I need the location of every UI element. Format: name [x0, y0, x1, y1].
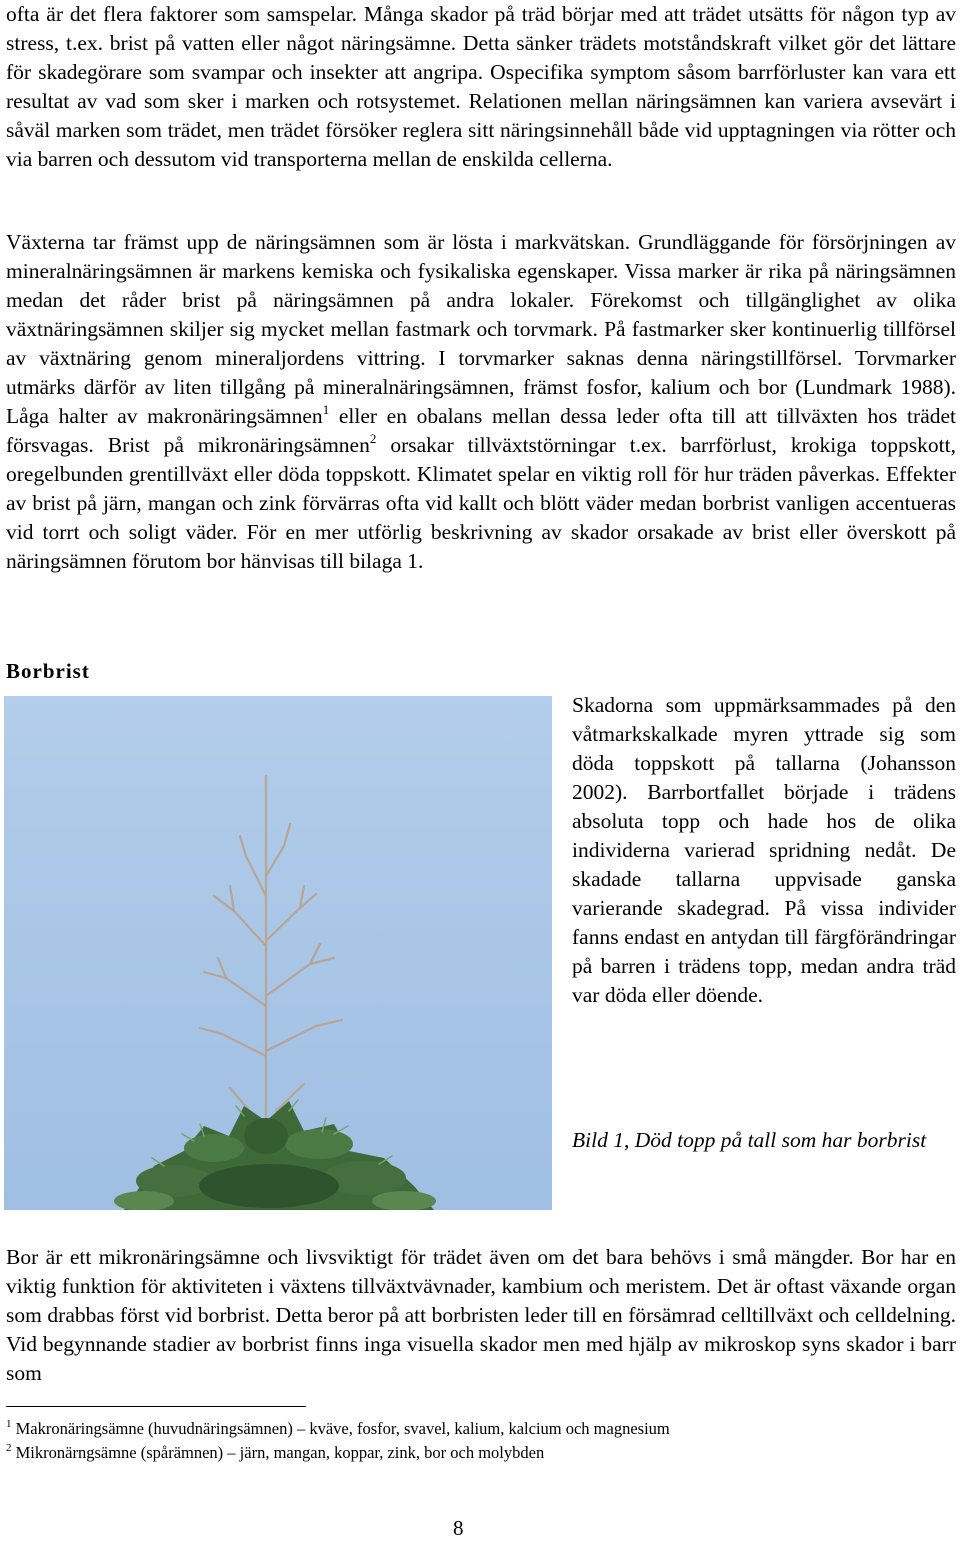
page-number: 8: [453, 1516, 464, 1540]
tree-photo-image: [4, 696, 552, 1210]
footnote-1-mark: 1: [6, 1418, 12, 1430]
body-paragraph-3: Bor är ett mikronäringsämne och livsviktigt för trädet även om det bara behövs i små mängder. Bor har en viktig funktion för aktiviteten i växtens tillväxtvävnader, kambium och meristem. Det är oftast växande organ som drabbas först vid borbrist. Detta beror på att borbristen leder till en försämrad celltillväxt och celldelning. Vid begynnande stadier av borbrist finns inga visuella skador men med hjälp av mikroskop syns skador i barr som: [6, 1245, 956, 1385]
paragraph-2-part-b: eller en obalans mellan dessa leder ofta till att tillväxten hos trädet försvagas. Brist på mikronäringsämnen: [6, 404, 956, 457]
section-heading: Borbrist: [6, 659, 90, 683]
photo-caption: Bild 1, Död topp på tall som har borbrist: [572, 1128, 927, 1152]
footnote-divider: [6, 1406, 306, 1407]
tree-photo: [4, 696, 552, 1210]
footnote-1-text: Makronäringsämne (huvudnäringsämnen) – kväve, fosfor, svavel, kalium, kalcium och magnesium: [15, 1419, 670, 1438]
footnote-2-text: Mikronärngsämne (spårämnen) – järn, mangan, koppar, zink, bor och molybden: [15, 1443, 545, 1462]
footnote-ref-1[interactable]: 1: [322, 402, 330, 417]
paragraph-2-part-a: Växterna tar främst upp de näringsämnen som är lösta i markvätskan. Grundläggande för försörjningen av mineralnäringsämnen är markens kemiska och fysikaliska egenskaper. Vissa marker är rika på näringsämnen medan det råder brist på näringsämnen på andra lokaler. Förekomst och tillgänglighet av olika växtnäringsämnen skiljer sig mycket mellan fastmark och torvmark. På fastmarker sker kontinuerlig tillförsel av växtnäring genom mineraljordens vittring. I torvmarker saknas denna näringstillförsel. Torvmarker utmärks därför av liten tillgång på mineralnäringsämnen, främst fosfor, kalium och bor (Lundmark 1988). Låga halter av makronäringsämnen: [6, 230, 956, 428]
body-paragraph-2: [6, 228, 956, 576]
footnote-1: [6, 1418, 670, 1440]
paragraph-2-part-c: orsakar tillväxtstörningar t.ex. barrförlust, krokiga toppskott, oregelbunden grentillväxt eller döda toppskott. Klimatet spelar en viktig roll för hur träden påverkas. Effekter av brist på järn, mangan och zink förvärras ofta vid kallt och blött väder medan borbrist vanligen accentueras vid torrt och soligt väder. För en mer utförlig beskrivning av skador orsakade av brist eller överskott på näringsämnen förutom bor hänvisas till bilaga 1.: [6, 433, 956, 573]
body-paragraph-1: ofta är det flera faktorer som samspelar. Många skador på träd börjar med att trädet utsätts för någon typ av stress, t.ex. brist på vatten eller något näringsämne. Detta sänker trädets motståndskraft vilket gör det lättare för skadegörare som svampar och insekter att angripa. Ospecifika symptom såsom barrförluster kan vara ett resultat av vad som sker i marken och rotsystemet. Relationen mellan näringsämnen kan variera avsevärt i såväl marken som trädet, men trädet försöker reglera sitt näringsinnehåll både vid upptagningen via rötter och via barren och dessutom vid transporterna mellan de enskilda cellerna.: [6, 2, 956, 171]
footnote-2-mark: 2: [6, 1442, 12, 1454]
footnote-ref-2[interactable]: 2: [369, 431, 377, 446]
side-paragraph: Skadorna som uppmärksammades på den våtmarkskalkade myren yttrade sig som döda toppskott på tallarna (Johansson 2002). Barrbortfallet började i trädens absoluta topp och hade hos de olika individerna varierad spridning nedåt. De skadade tallarna uppvisade ganska varierande skadegrad. På vissa individer fanns endast en antydan till färgförändringar på barren i trädens topp, medan andra träd var döda eller döende.: [572, 693, 956, 1007]
footnote-2: [6, 1442, 544, 1464]
